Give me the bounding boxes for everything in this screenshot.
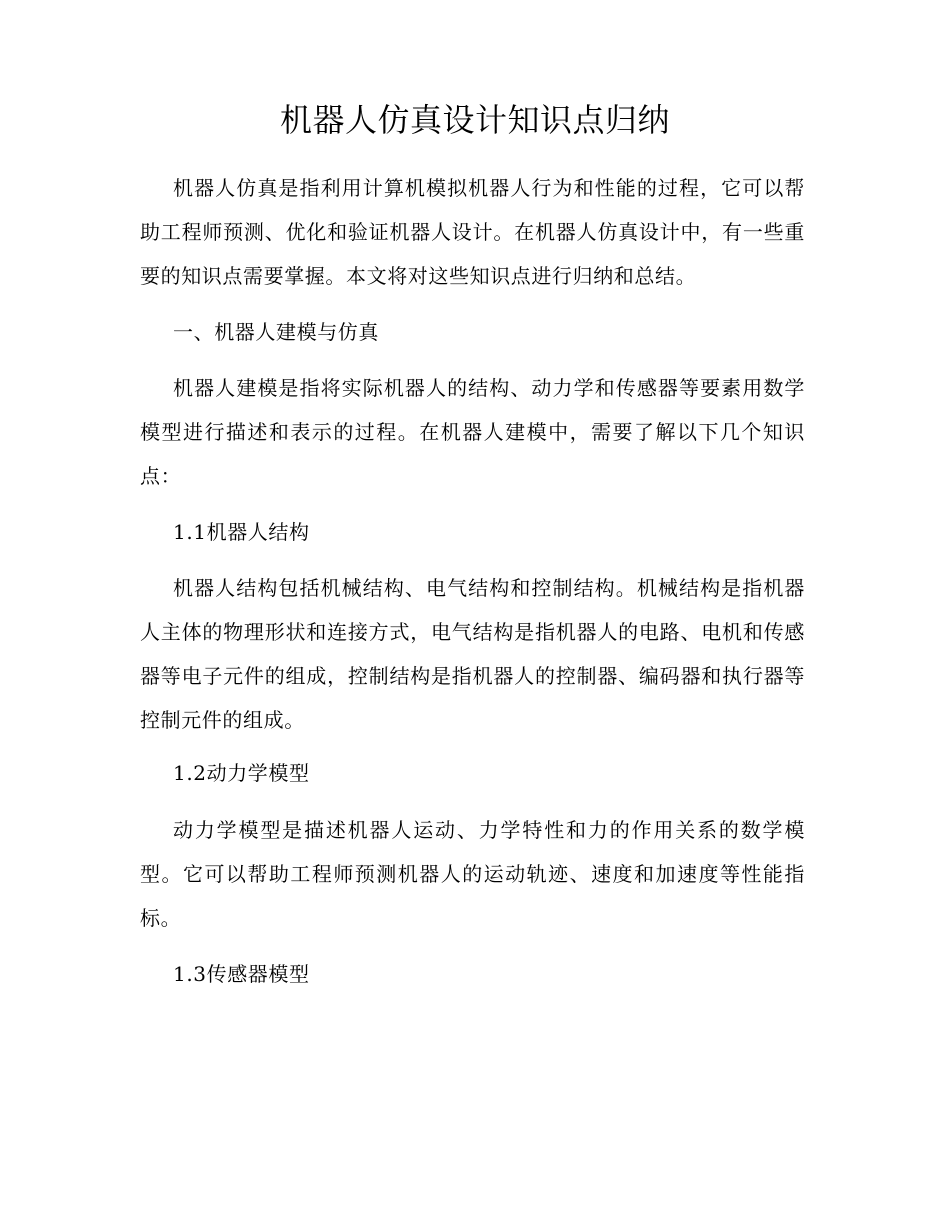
subsection-heading-dynamics: 1.2动力学模型 [173, 761, 310, 785]
dynamics-paragraph: 动力学模型是描述机器人运动、力学特性和力的作用关系的数学模型。它可以帮助工程师预测机器人的运动轨迹、速度和加速度等性能指标。 [140, 818, 805, 930]
subsection-heading-structure: 1.1机器人结构 [173, 520, 310, 544]
modeling-paragraph: 机器人建模是指将实际机器人的结构、动力学和传感器等要素用数学模型进行描述和表示的过程。在机器人建模中，需要了解以下几个知识点： [140, 376, 805, 488]
intro-paragraph: 机器人仿真是指利用计算机模拟机器人行为和性能的过程，它可以帮助工程师预测、优化和验证机器人设计。在机器人仿真设计中，有一些重要的知识点需要掌握。本文将对这些知识点进行归纳和总结。 [140, 176, 805, 288]
section-heading-modeling: 一、机器人建模与仿真 [173, 320, 379, 344]
page-title: 机器人仿真设计知识点归纳 [279, 101, 670, 139]
structure-paragraph: 机器人结构包括机械结构、电气结构和控制结构。机械结构是指机器人主体的物理形状和连接方式，电气结构是指机器人的电路、电机和传感器等电子元件的组成，控制结构是指机器人的控制器、编码器和执行器等控制元件的组成。 [140, 576, 805, 732]
subsection-heading-sensor: 1.3传感器模型 [173, 962, 310, 986]
